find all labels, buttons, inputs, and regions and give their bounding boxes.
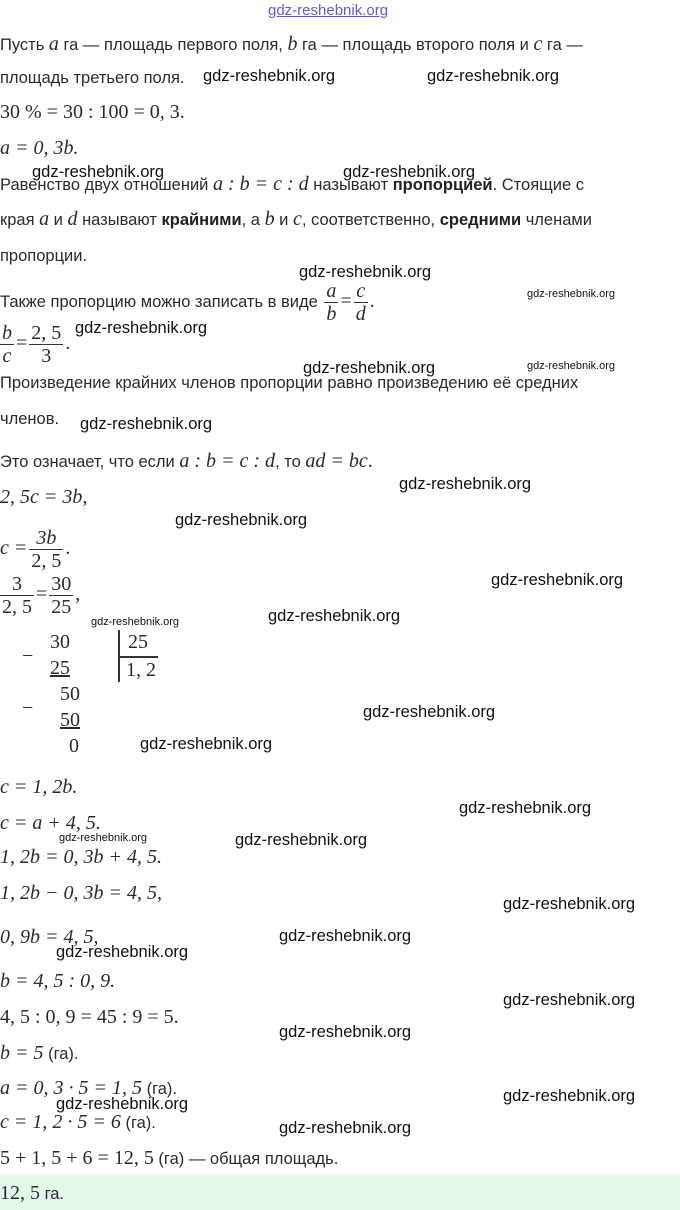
math-line: b = 5 (га). bbox=[0, 1042, 79, 1064]
math-line: c = 1, 2 · 5 = 6 (га). bbox=[0, 1111, 156, 1133]
fraction: $\frac{30}{25}$ bbox=[51, 573, 72, 619]
math-line: 1, 2b − 0, 3b = 4, 5, bbox=[0, 882, 162, 904]
watermark: gdz-reshebnik.org bbox=[140, 735, 273, 753]
watermark: gdz-reshebnik.org bbox=[363, 703, 496, 721]
watermark: gdz-reshebnik.org bbox=[268, 607, 401, 625]
math-line: b = 4, 5 : 0, 9. bbox=[0, 970, 116, 992]
watermark: gdz-reshebnik.org bbox=[75, 319, 208, 337]
fraction: $\frac{b}{c}$ bbox=[2, 322, 12, 368]
text-line: площадь третьего поля. bbox=[0, 69, 185, 87]
math-line: $\frac{3}{2, 5}$ = $\frac{30}{25}$ , bbox=[2, 573, 81, 619]
watermark: gdz-reshebnik.org bbox=[56, 943, 189, 961]
watermark[interactable]: gdz-reshebnik.org bbox=[268, 2, 389, 19]
watermark: gdz-reshebnik.org bbox=[91, 616, 180, 628]
text-line: Это означает, что если a : b = c : d, то ad = bc. bbox=[0, 450, 373, 472]
watermark: gdz-reshebnik.org bbox=[175, 511, 308, 529]
watermark: gdz-reshebnik.org bbox=[203, 67, 336, 85]
math-line: 5 + 1, 5 + 6 = 12, 5 (га) — общая площадь. bbox=[0, 1147, 339, 1169]
math-line: a = 0, 3 · 5 = 1, 5 (га). bbox=[0, 1077, 177, 1099]
answer-text: 12, 5 га. bbox=[0, 1182, 65, 1204]
watermark: gdz-reshebnik.org bbox=[279, 1119, 412, 1137]
watermark: gdz-reshebnik.org bbox=[399, 475, 532, 493]
text-line: Также пропорцию можно записать в виде $\frac{a}{b}$ = $\frac{c}{d}$ . bbox=[0, 280, 375, 326]
watermark: gdz-reshebnik.org bbox=[80, 415, 213, 433]
math-line: c = a + 4, 5. bbox=[0, 812, 101, 834]
watermark: gdz-reshebnik.org bbox=[459, 799, 592, 817]
watermark: gdz-reshebnik.org bbox=[59, 832, 148, 844]
watermark: gdz-reshebnik.org bbox=[279, 927, 412, 945]
division-underline bbox=[120, 656, 158, 658]
fraction: $\frac{3b}{2, 5}$ bbox=[31, 527, 62, 573]
watermark: gdz-reshebnik.org bbox=[303, 359, 436, 377]
math-line: a = 0, 3b. bbox=[0, 137, 79, 159]
watermark: gdz-reshebnik.org bbox=[299, 263, 432, 281]
watermark: gdz-reshebnik.org bbox=[56, 1095, 189, 1113]
answer-box bbox=[0, 1175, 680, 1210]
math-line: c = $\frac{3b}{2, 5}$ . bbox=[0, 527, 71, 573]
watermark: gdz-reshebnik.org bbox=[527, 360, 616, 372]
math-line: 2, 5c = 3b, bbox=[0, 486, 88, 508]
fraction: $\frac{2, 5}{3}$ bbox=[31, 322, 62, 368]
watermark: gdz-reshebnik.org bbox=[503, 1087, 636, 1105]
math-line: 0, 9b = 4, 5, bbox=[0, 926, 99, 948]
watermark: gdz-reshebnik.org bbox=[503, 991, 636, 1009]
watermark: gdz-reshebnik.org bbox=[491, 571, 624, 589]
text-line: членов. bbox=[0, 410, 60, 428]
watermark: gdz-reshebnik.org bbox=[32, 163, 165, 181]
watermark: gdz-reshebnik.org bbox=[343, 163, 476, 181]
math-line: c = 1, 2b. bbox=[0, 776, 78, 798]
fraction: $\frac{3}{2, 5}$ bbox=[2, 573, 32, 619]
math-line: 1, 2b = 0, 3b + 4, 5. bbox=[0, 846, 162, 868]
watermark: gdz-reshebnik.org bbox=[235, 831, 368, 849]
math-line: 4, 5 : 0, 9 = 45 : 9 = 5. bbox=[0, 1006, 179, 1028]
text-line: Пусть a га — площадь первого поля, b га — площадь второго поля и c га — bbox=[0, 33, 583, 55]
text-line: Равенство двух отношений a : b = c : d называют пропорцией. Стоящие с bbox=[0, 173, 584, 195]
watermark: gdz-reshebnik.org bbox=[503, 895, 636, 913]
math-line: 30 % = 30 : 100 = 0, 3. bbox=[0, 101, 185, 123]
text-line: края a и d называют крайними, а b и c, соответственно, средними членами bbox=[0, 208, 592, 230]
fraction: $\frac{a}{b}$ bbox=[326, 280, 337, 326]
text-line: Произведение крайних членов пропорции равно произведению её средних bbox=[0, 374, 579, 392]
text-line: пропорции. bbox=[0, 247, 88, 265]
math-line: $\frac{b}{c}$ = $\frac{2, 5}{3}$ . bbox=[2, 322, 71, 368]
watermark: gdz-reshebnik.org bbox=[427, 67, 560, 85]
watermark: gdz-reshebnik.org bbox=[527, 288, 616, 300]
watermark: gdz-reshebnik.org bbox=[279, 1023, 412, 1041]
fraction: $\frac{c}{d}$ bbox=[355, 280, 366, 326]
